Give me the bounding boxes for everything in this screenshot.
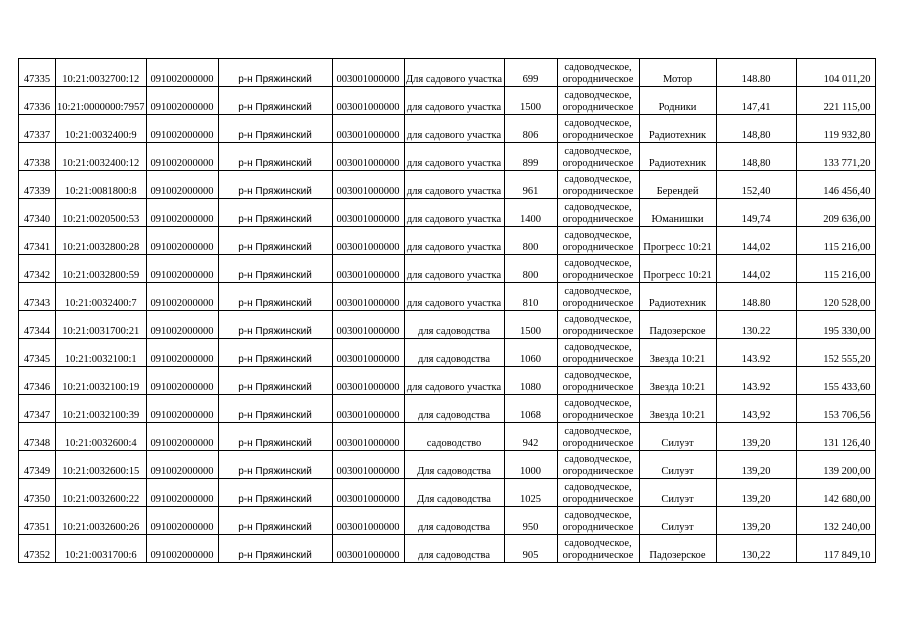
table-row xyxy=(19,311,876,339)
oktmo-code-cell: 091002000000 xyxy=(146,199,218,227)
permitted-use-cell: для садоводства xyxy=(404,311,504,339)
area-cell: 810 xyxy=(504,283,557,311)
cadastral-value-cell: 115 216,00 xyxy=(796,255,875,283)
record-number-cell: 47351 xyxy=(19,507,56,535)
cadastral-number-cell: 10:21:0032100:1 xyxy=(56,339,147,367)
cadastral-number-cell: 10:21:0032400:9 xyxy=(56,115,147,143)
oktmo-code-cell: 091002000000 xyxy=(146,423,218,451)
specific-value-cell: 130.22 xyxy=(716,311,796,339)
cadastral-value-cell: 133 771,20 xyxy=(796,143,875,171)
district-cell: р-н Пряжинский xyxy=(218,451,332,479)
garden-association-cell: Юманишки xyxy=(639,199,716,227)
garden-association-cell: Звезда 10:21 xyxy=(639,395,716,423)
district-cell: р-н Пряжинский xyxy=(218,395,332,423)
cadastral-number-cell: 10:21:0032600:4 xyxy=(56,423,147,451)
district-cell: р-н Пряжинский xyxy=(218,311,332,339)
oktmo-code-cell: 091002000000 xyxy=(146,311,218,339)
district-cell: р-н Пряжинский xyxy=(218,507,332,535)
district-cell: р-н Пряжинский xyxy=(218,479,332,507)
cadastral-value-cell: 115 216,00 xyxy=(796,227,875,255)
specific-value-cell: 144,02 xyxy=(716,227,796,255)
settlement-code-cell: 003001000000 xyxy=(332,367,404,395)
land-category-cell: садоводческое, огородническое xyxy=(557,255,639,283)
area-cell: 899 xyxy=(504,143,557,171)
record-number-cell: 47338 xyxy=(19,143,56,171)
permitted-use-cell: Для садоводства xyxy=(404,451,504,479)
permitted-use-cell: для садоводства xyxy=(404,395,504,423)
settlement-code-cell: 003001000000 xyxy=(332,199,404,227)
settlement-code-cell: 003001000000 xyxy=(332,507,404,535)
district-cell: р-н Пряжинский xyxy=(218,115,332,143)
cadastral-value-cell: 139 200,00 xyxy=(796,451,875,479)
cadastral-value-cell: 131 126,40 xyxy=(796,423,875,451)
specific-value-cell: 130,22 xyxy=(716,535,796,563)
permitted-use-cell: для садового участка xyxy=(404,367,504,395)
cadastral-number-cell: 10:21:0000000:7957 xyxy=(56,87,147,115)
table-row xyxy=(19,339,876,367)
settlement-code-cell: 003001000000 xyxy=(332,227,404,255)
table-row xyxy=(19,479,876,507)
table-row xyxy=(19,227,876,255)
cadastral-value-cell: 195 330,00 xyxy=(796,311,875,339)
permitted-use-cell: для садового участка xyxy=(404,199,504,227)
record-number-cell: 47344 xyxy=(19,311,56,339)
district-cell: р-н Пряжинский xyxy=(218,283,332,311)
settlement-code-cell: 003001000000 xyxy=(332,535,404,563)
oktmo-code-cell: 091002000000 xyxy=(146,507,218,535)
specific-value-cell: 139,20 xyxy=(716,423,796,451)
district-cell: р-н Пряжинский xyxy=(218,535,332,563)
settlement-code-cell: 003001000000 xyxy=(332,283,404,311)
district-cell: р-н Пряжинский xyxy=(218,199,332,227)
cadastral-number-cell: 10:21:0032800:59 xyxy=(56,255,147,283)
record-number-cell: 47339 xyxy=(19,171,56,199)
settlement-code-cell: 003001000000 xyxy=(332,143,404,171)
permitted-use-cell: для садового участка xyxy=(404,171,504,199)
garden-association-cell: Радиотехник xyxy=(639,143,716,171)
specific-value-cell: 144,02 xyxy=(716,255,796,283)
oktmo-code-cell: 091002000000 xyxy=(146,283,218,311)
district-cell: р-н Пряжинский xyxy=(218,367,332,395)
garden-association-cell: Звезда 10:21 xyxy=(639,339,716,367)
garden-association-cell: Силуэт xyxy=(639,507,716,535)
area-cell: 800 xyxy=(504,255,557,283)
land-category-cell: садоводческое, огородническое xyxy=(557,535,639,563)
table-row xyxy=(19,395,876,423)
district-cell: р-н Пряжинский xyxy=(218,171,332,199)
table-row xyxy=(19,59,876,87)
settlement-code-cell: 003001000000 xyxy=(332,171,404,199)
settlement-code-cell: 003001000000 xyxy=(332,115,404,143)
land-category-cell: садоводческое, огородническое xyxy=(557,479,639,507)
cadastral-number-cell: 10:21:0032600:26 xyxy=(56,507,147,535)
specific-value-cell: 139,20 xyxy=(716,451,796,479)
record-number-cell: 47348 xyxy=(19,423,56,451)
record-number-cell: 47340 xyxy=(19,199,56,227)
specific-value-cell: 139,20 xyxy=(716,507,796,535)
permitted-use-cell: садоводство xyxy=(404,423,504,451)
district-cell: р-н Пряжинский xyxy=(218,227,332,255)
specific-value-cell: 143,92 xyxy=(716,395,796,423)
area-cell: 1068 xyxy=(504,395,557,423)
area-cell: 950 xyxy=(504,507,557,535)
garden-association-cell: Силуэт xyxy=(639,479,716,507)
cadastral-number-cell: 10:21:0032100:19 xyxy=(56,367,147,395)
oktmo-code-cell: 091002000000 xyxy=(146,59,218,87)
permitted-use-cell: Для садоводства xyxy=(404,479,504,507)
district-cell: р-н Пряжинский xyxy=(218,143,332,171)
area-cell: 699 xyxy=(504,59,557,87)
oktmo-code-cell: 091002000000 xyxy=(146,479,218,507)
specific-value-cell: 143.92 xyxy=(716,367,796,395)
table-row xyxy=(19,171,876,199)
table-row xyxy=(19,199,876,227)
cadastral-number-cell: 10:21:0020500:53 xyxy=(56,199,147,227)
oktmo-code-cell: 091002000000 xyxy=(146,367,218,395)
garden-association-cell: Родники xyxy=(639,87,716,115)
record-number-cell: 47347 xyxy=(19,395,56,423)
district-cell: р-н Пряжинский xyxy=(218,423,332,451)
garden-association-cell: Прогресс 10:21 xyxy=(639,227,716,255)
cadastral-value-cell: 142 680,00 xyxy=(796,479,875,507)
oktmo-code-cell: 091002000000 xyxy=(146,87,218,115)
garden-association-cell: Берендей xyxy=(639,171,716,199)
oktmo-code-cell: 091002000000 xyxy=(146,395,218,423)
cadastral-value-cell: 152 555,20 xyxy=(796,339,875,367)
specific-value-cell: 148.80 xyxy=(716,59,796,87)
land-category-cell: садоводческое, огородническое xyxy=(557,423,639,451)
permitted-use-cell: для садоводства xyxy=(404,339,504,367)
oktmo-code-cell: 091002000000 xyxy=(146,535,218,563)
land-category-cell: садоводческое, огородническое xyxy=(557,87,639,115)
district-cell: р-н Пряжинский xyxy=(218,255,332,283)
settlement-code-cell: 003001000000 xyxy=(332,311,404,339)
cadastral-number-cell: 10:21:0081800:8 xyxy=(56,171,147,199)
specific-value-cell: 143.92 xyxy=(716,339,796,367)
record-number-cell: 47342 xyxy=(19,255,56,283)
garden-association-cell: Падозерское xyxy=(639,311,716,339)
land-category-cell: садоводческое, огородническое xyxy=(557,199,639,227)
cadastral-value-cell: 119 932,80 xyxy=(796,115,875,143)
record-number-cell: 47352 xyxy=(19,535,56,563)
table-row xyxy=(19,283,876,311)
garden-association-cell: Мотор xyxy=(639,59,716,87)
permitted-use-cell: Для садового участка xyxy=(404,59,504,87)
cadastral-value-table xyxy=(18,58,876,563)
garden-association-cell: Радиотехник xyxy=(639,283,716,311)
cadastral-number-cell: 10:21:0032400:12 xyxy=(56,143,147,171)
district-cell: р-н Пряжинский xyxy=(218,87,332,115)
garden-association-cell: Радиотехник xyxy=(639,115,716,143)
settlement-code-cell: 003001000000 xyxy=(332,423,404,451)
cadastral-number-cell: 10:21:0032700:12 xyxy=(56,59,147,87)
land-category-cell: садоводческое, огородническое xyxy=(557,115,639,143)
record-number-cell: 47335 xyxy=(19,59,56,87)
district-cell: р-н Пряжинский xyxy=(218,339,332,367)
cadastral-number-cell: 10:21:0031700:6 xyxy=(56,535,147,563)
settlement-code-cell: 003001000000 xyxy=(332,451,404,479)
permitted-use-cell: для садового участка xyxy=(404,115,504,143)
table-body xyxy=(19,59,876,563)
permitted-use-cell: для садового участка xyxy=(404,87,504,115)
area-cell: 1400 xyxy=(504,199,557,227)
table-row xyxy=(19,367,876,395)
settlement-code-cell: 003001000000 xyxy=(332,59,404,87)
garden-association-cell: Силуэт xyxy=(639,423,716,451)
area-cell: 806 xyxy=(504,115,557,143)
cadastral-value-cell: 104 011,20 xyxy=(796,59,875,87)
garden-association-cell: Падозерское xyxy=(639,535,716,563)
oktmo-code-cell: 091002000000 xyxy=(146,115,218,143)
specific-value-cell: 139,20 xyxy=(716,479,796,507)
garden-association-cell: Прогресс 10:21 xyxy=(639,255,716,283)
land-category-cell: садоводческое, огородническое xyxy=(557,311,639,339)
oktmo-code-cell: 091002000000 xyxy=(146,451,218,479)
cadastral-number-cell: 10:21:0032600:22 xyxy=(56,479,147,507)
specific-value-cell: 148,80 xyxy=(716,115,796,143)
cadastral-value-cell: 132 240,00 xyxy=(796,507,875,535)
cadastral-value-cell: 209 636,00 xyxy=(796,199,875,227)
area-cell: 1025 xyxy=(504,479,557,507)
record-number-cell: 47349 xyxy=(19,451,56,479)
record-number-cell: 47336 xyxy=(19,87,56,115)
permitted-use-cell: для садового участка xyxy=(404,255,504,283)
area-cell: 800 xyxy=(504,227,557,255)
table-row xyxy=(19,115,876,143)
cadastral-number-cell: 10:21:0032400:7 xyxy=(56,283,147,311)
table-row xyxy=(19,451,876,479)
oktmo-code-cell: 091002000000 xyxy=(146,143,218,171)
land-category-cell: садоводческое, огородническое xyxy=(557,367,639,395)
settlement-code-cell: 003001000000 xyxy=(332,395,404,423)
specific-value-cell: 152,40 xyxy=(716,171,796,199)
land-category-cell: садоводческое, огородническое xyxy=(557,339,639,367)
permitted-use-cell: для садоводства xyxy=(404,507,504,535)
table-row xyxy=(19,143,876,171)
record-number-cell: 47337 xyxy=(19,115,56,143)
land-category-cell: садоводческое, огородническое xyxy=(557,283,639,311)
oktmo-code-cell: 091002000000 xyxy=(146,171,218,199)
area-cell: 905 xyxy=(504,535,557,563)
settlement-code-cell: 003001000000 xyxy=(332,339,404,367)
land-category-cell: садоводческое, огородническое xyxy=(557,227,639,255)
cadastral-number-cell: 10:21:0032800:28 xyxy=(56,227,147,255)
specific-value-cell: 148,80 xyxy=(716,143,796,171)
table-row xyxy=(19,87,876,115)
specific-value-cell: 147,41 xyxy=(716,87,796,115)
land-category-cell: садоводческое, огородническое xyxy=(557,171,639,199)
land-category-cell: садоводческое, огородническое xyxy=(557,451,639,479)
settlement-code-cell: 003001000000 xyxy=(332,255,404,283)
cadastral-value-cell: 153 706,56 xyxy=(796,395,875,423)
area-cell: 1500 xyxy=(504,311,557,339)
record-number-cell: 47343 xyxy=(19,283,56,311)
record-number-cell: 47346 xyxy=(19,367,56,395)
area-cell: 1000 xyxy=(504,451,557,479)
district-cell: р-н Пряжинский xyxy=(218,59,332,87)
table-row xyxy=(19,255,876,283)
record-number-cell: 47350 xyxy=(19,479,56,507)
permitted-use-cell: для садоводства xyxy=(404,535,504,563)
land-category-cell: садоводческое, огородническое xyxy=(557,59,639,87)
table-row xyxy=(19,423,876,451)
settlement-code-cell: 003001000000 xyxy=(332,87,404,115)
cadastral-value-cell: 117 849,10 xyxy=(796,535,875,563)
cadastral-value-cell: 146 456,40 xyxy=(796,171,875,199)
record-number-cell: 47341 xyxy=(19,227,56,255)
cadastral-number-cell: 10:21:0031700:21 xyxy=(56,311,147,339)
settlement-code-cell: 003001000000 xyxy=(332,479,404,507)
area-cell: 1080 xyxy=(504,367,557,395)
land-category-cell: садоводческое, огородническое xyxy=(557,395,639,423)
land-category-cell: садоводческое, огородническое xyxy=(557,143,639,171)
land-category-cell: садоводческое, огородническое xyxy=(557,507,639,535)
garden-association-cell: Звезда 10:21 xyxy=(639,367,716,395)
cadastral-number-cell: 10:21:0032100:39 xyxy=(56,395,147,423)
record-number-cell: 47345 xyxy=(19,339,56,367)
oktmo-code-cell: 091002000000 xyxy=(146,227,218,255)
table-row xyxy=(19,507,876,535)
cadastral-value-cell: 221 115,00 xyxy=(796,87,875,115)
area-cell: 1060 xyxy=(504,339,557,367)
area-cell: 961 xyxy=(504,171,557,199)
area-cell: 1500 xyxy=(504,87,557,115)
oktmo-code-cell: 091002000000 xyxy=(146,339,218,367)
permitted-use-cell: для садового участка xyxy=(404,143,504,171)
area-cell: 942 xyxy=(504,423,557,451)
oktmo-code-cell: 091002000000 xyxy=(146,255,218,283)
cadastral-value-cell: 155 433,60 xyxy=(796,367,875,395)
permitted-use-cell: для садового участка xyxy=(404,283,504,311)
garden-association-cell: Силуэт xyxy=(639,451,716,479)
specific-value-cell: 149,74 xyxy=(716,199,796,227)
cadastral-value-cell: 120 528,00 xyxy=(796,283,875,311)
specific-value-cell: 148.80 xyxy=(716,283,796,311)
permitted-use-cell: для садового участка xyxy=(404,227,504,255)
table-row xyxy=(19,535,876,563)
cadastral-number-cell: 10:21:0032600:15 xyxy=(56,451,147,479)
